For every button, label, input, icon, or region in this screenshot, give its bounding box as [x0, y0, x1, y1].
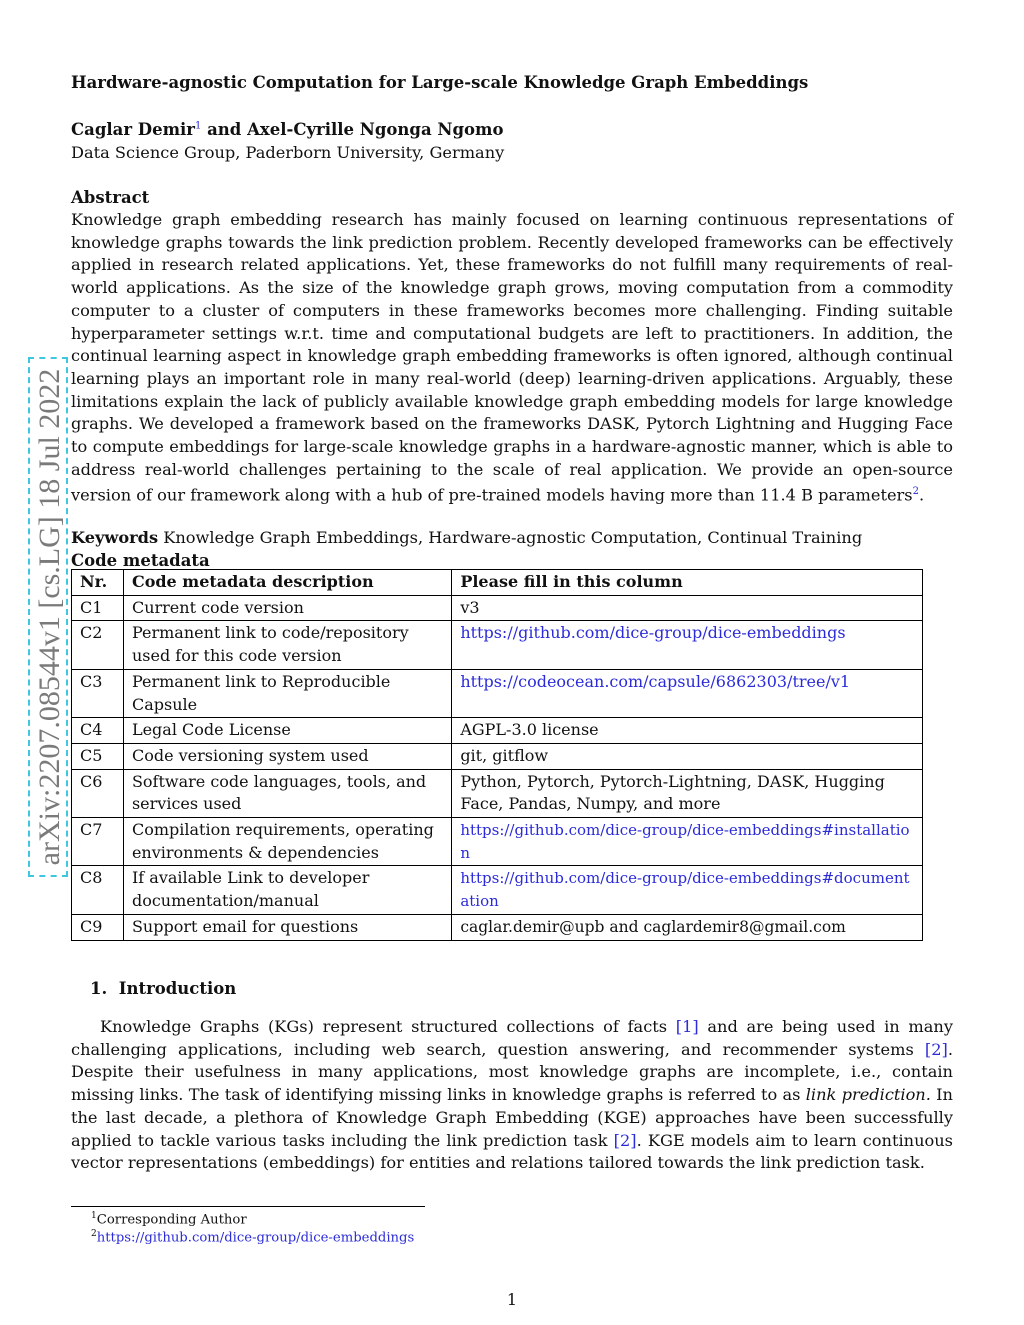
table-row	[72, 769, 923, 817]
introduction-paragraph	[71, 1016, 953, 1175]
intro-italic: link prediction.	[805, 1085, 931, 1105]
row-description: If available Link to developer documentation/manual	[123, 866, 451, 914]
table-row	[72, 914, 923, 940]
intro-text: Knowledge Graphs (KGs) represent structured collections of facts	[100, 1017, 676, 1036]
capsule-link[interactable]: https://codeocean.com/capsule/6862303/tree/v1	[452, 669, 923, 717]
intro-text: and are being used in many challenging applications, including web search, question answering, and recommender systems	[71, 1017, 953, 1059]
abstract-footnote-ref[interactable]: 2	[912, 486, 919, 498]
repository-link[interactable]: https://github.com/dice-group/dice-embeddings	[452, 621, 923, 669]
keywords-text: Knowledge Graph Embeddings, Hardware-agnostic Computation, Continual Training	[158, 528, 863, 547]
row-description: Support email for questions	[123, 914, 451, 940]
installation-link[interactable]: https://github.com/dice-group/dice-embeddings#installation	[452, 818, 923, 866]
table-row	[72, 718, 923, 744]
row-nr: C9	[72, 914, 124, 940]
footnote-number: 2	[91, 1229, 97, 1239]
row-nr: C7	[72, 818, 124, 866]
table-header-row	[72, 570, 923, 596]
keywords-label: Keywords	[71, 528, 159, 547]
intro-text: In the last decade, a plethora of Knowledge Graph Embedding (KGE) approaches have been successfully applied to tackle various tasks including the link prediction task	[71, 1085, 953, 1150]
table-row	[72, 621, 923, 669]
support-email[interactable]: caglar.demir@upb and caglardemir8@gmail.com	[452, 914, 923, 940]
row-description: Permanent link to code/repository used for this code version	[123, 621, 451, 669]
author-first: Caglar Demir	[71, 120, 195, 139]
footnote-number: 1	[91, 1211, 97, 1221]
row-nr: C3	[72, 669, 124, 717]
documentation-link[interactable]: https://github.com/dice-group/dice-embeddings#documentation	[452, 866, 923, 914]
section-title: Introduction	[118, 979, 237, 998]
row-nr: C1	[72, 595, 124, 621]
author-footnote-ref[interactable]: 1	[194, 120, 202, 132]
paper-title: Hardware-agnostic Computation for Large-scale Knowledge Graph Embeddings	[71, 73, 809, 92]
affiliation: Data Science Group, Paderborn University, Germany	[71, 143, 505, 162]
row-description: Legal Code License	[123, 718, 451, 744]
author-rest: and Axel-Cyrille Ngonga Ngomo	[201, 120, 504, 139]
citation-link[interactable]: [1]	[675, 1017, 699, 1036]
footnote-text: Corresponding Author	[96, 1212, 247, 1228]
footnote-2	[91, 1229, 414, 1245]
abstract-end: .	[918, 485, 925, 505]
row-value: AGPL-3.0 license	[452, 718, 923, 744]
citation-link[interactable]: [2]	[924, 1039, 948, 1059]
page-number: 1	[506, 1290, 518, 1309]
row-nr: C2	[72, 621, 124, 669]
row-value: git, gitflow	[452, 743, 923, 769]
footnote-link[interactable]: https://github.com/dice-group/dice-embeddings	[96, 1230, 415, 1246]
table-row	[72, 743, 923, 769]
citation-link[interactable]: [2]	[613, 1130, 637, 1150]
row-value: Python, Pytorch, Pytorch-Lightning, DASK, Hugging Face, Pandas, Numpy, and more	[452, 769, 923, 817]
table-row	[72, 669, 923, 717]
introduction-heading	[90, 979, 236, 998]
table-row	[72, 866, 923, 914]
code-metadata-table	[71, 569, 923, 941]
keywords	[71, 528, 862, 547]
row-description: Permanent link to Reproducible Capsule	[123, 669, 451, 717]
row-description: Code versioning system used	[123, 743, 451, 769]
arxiv-stamp: arXiv:2207.08544v1 [cs.LG] 18 Jul 2022	[28, 357, 68, 877]
table-row	[72, 818, 923, 866]
row-description: Software code languages, tools, and services used	[123, 769, 451, 817]
header-description: Code metadata description	[123, 570, 451, 596]
row-description: Compilation requirements, operating environments & dependencies	[123, 818, 451, 866]
row-nr: C5	[72, 743, 124, 769]
table-row	[72, 595, 923, 621]
footnote-rule	[71, 1206, 425, 1207]
row-nr: C8	[72, 866, 124, 914]
abstract-text: Knowledge graph embedding research has mainly focused on learning continuous representations of knowledge graphs towards the link prediction problem. Recently developed frameworks can be effectively applied in research related applications. Yet, these frameworks do not fulfill many requirements of real-world applications. As the size of the knowledge graph grows, moving computation from a commodity computer to a cluster of computers in these frameworks becomes more challenging. Finding suitable hyperparameter settings w.r.t. time and computational budgets are left to practitioners. In addition, the continual learning aspect in knowledge graph embedding frameworks is often ignored, although continual learning plays an important role in many real-world (deep) learning-driven applications. Arguably, these limitations explain the lack of publicly available knowledge graph embedding models for large knowledge graphs. We developed a framework based on the frameworks DASK, Pytorch Lightning and Hugging Face to compute embeddings for large-scale knowledge graphs in a hardware-agnostic manner, which is able to address real-world challenges pertaining to the scale of real application. We provide an open-source version of our framework along with a hub of pre-trained models having more than 11.4 B parameters	[71, 210, 953, 505]
code-metadata-heading: Code metadata	[71, 551, 210, 570]
authors	[71, 120, 503, 139]
abstract-body	[71, 209, 953, 508]
abstract-heading: Abstract	[71, 188, 150, 207]
row-nr: C4	[72, 718, 124, 744]
row-value: v3	[452, 595, 923, 621]
header-nr: Nr.	[72, 570, 124, 596]
section-number: 1.	[90, 979, 108, 998]
intro-text: . KGE models aim to learn continuous vector representations (embeddings) for entities and relations tailored towards the link prediction task.	[71, 1130, 953, 1173]
footnote-1	[91, 1211, 247, 1227]
header-value: Please fill in this column	[452, 570, 923, 596]
row-nr: C6	[72, 769, 124, 817]
intro-text: . Despite their usefulness in many applications, most knowledge graphs are incomplete, i.e., contain missing links. The task of identifying missing links in knowledge graphs is referred to as	[71, 1039, 953, 1105]
row-description: Current code version	[123, 595, 451, 621]
